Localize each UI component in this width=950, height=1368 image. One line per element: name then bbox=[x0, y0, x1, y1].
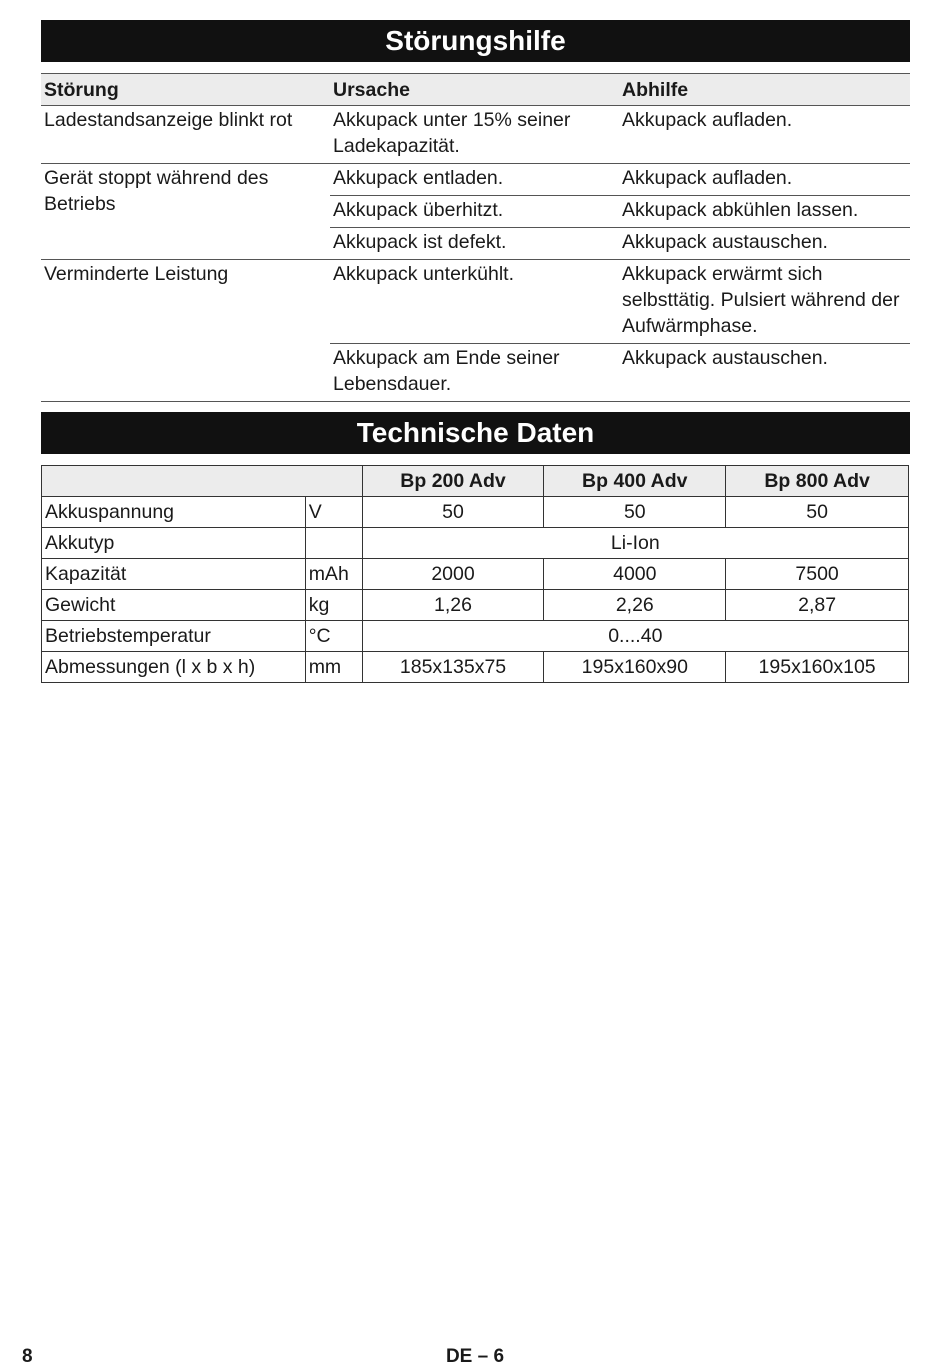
spec-value: 4000 bbox=[544, 559, 726, 590]
remedy-cell: Akkupack aufladen. bbox=[619, 164, 910, 196]
table-row bbox=[41, 106, 910, 164]
table-row bbox=[42, 590, 909, 621]
spec-value: 2,87 bbox=[726, 590, 909, 621]
spec-unit: °C bbox=[305, 621, 362, 652]
spec-value: 50 bbox=[362, 497, 544, 528]
fault-cell: Gerät stoppt während des Betriebs bbox=[41, 164, 330, 260]
cause-cell: Akkupack am Ende seiner Lebensdauer. bbox=[330, 344, 619, 402]
cause-cell: Akkupack entladen. bbox=[330, 164, 619, 196]
page-number: 8 bbox=[22, 1346, 33, 1367]
table-header-row bbox=[42, 466, 909, 497]
section-title-troubleshooting: Störungshilfe bbox=[41, 20, 910, 62]
remedy-cell: Akkupack austauschen. bbox=[619, 228, 910, 260]
cause-cell: Akkupack überhitzt. bbox=[330, 196, 619, 228]
spec-value: 195x160x105 bbox=[726, 652, 909, 683]
spec-unit: mm bbox=[305, 652, 362, 683]
language-page-label: DE – 6 bbox=[445, 1346, 505, 1367]
model-header-bp800: Bp 800 Adv bbox=[726, 466, 909, 497]
column-header-cause: Ursache bbox=[330, 74, 619, 106]
remedy-cell: Akkupack abkühlen lassen. bbox=[619, 196, 910, 228]
spec-unit: mAh bbox=[305, 559, 362, 590]
spec-label: Akkutyp bbox=[42, 528, 306, 559]
table-row bbox=[42, 497, 909, 528]
spec-value-shared: 0....40 bbox=[362, 621, 908, 652]
cause-cell: Akkupack ist defekt. bbox=[330, 228, 619, 260]
spec-label: Abmessungen (l x b x h) bbox=[42, 652, 306, 683]
column-header-remedy: Abhilfe bbox=[619, 74, 910, 106]
troubleshooting-table bbox=[41, 73, 910, 402]
cause-cell: Akkupack unterkühlt. bbox=[330, 260, 619, 344]
spec-value: 50 bbox=[726, 497, 909, 528]
table-row bbox=[42, 652, 909, 683]
table-header-row bbox=[41, 74, 910, 106]
spec-label: Betriebstemperatur bbox=[42, 621, 306, 652]
header-blank-cell bbox=[42, 466, 363, 497]
spec-unit bbox=[305, 528, 362, 559]
table-row bbox=[42, 528, 909, 559]
spec-value: 2,26 bbox=[544, 590, 726, 621]
spec-unit: kg bbox=[305, 590, 362, 621]
technical-data-table bbox=[41, 465, 909, 683]
fault-cell: Verminderte Leistung bbox=[41, 260, 330, 402]
column-header-fault: Störung bbox=[41, 74, 330, 106]
cause-cell: Akkupack unter 15% seiner Ladekapazität. bbox=[330, 106, 619, 164]
spec-value-shared: Li-Ion bbox=[362, 528, 908, 559]
fault-cell: Ladestandsanzeige blinkt rot bbox=[41, 106, 330, 164]
spec-value: 50 bbox=[544, 497, 726, 528]
table-row bbox=[42, 559, 909, 590]
spec-value: 1,26 bbox=[362, 590, 544, 621]
table-row bbox=[42, 621, 909, 652]
spec-label: Gewicht bbox=[42, 590, 306, 621]
spec-value: 2000 bbox=[362, 559, 544, 590]
table-row bbox=[41, 164, 910, 196]
remedy-cell: Akkupack aufladen. bbox=[619, 106, 910, 164]
spec-value: 185x135x75 bbox=[362, 652, 544, 683]
remedy-cell: Akkupack erwärmt sich selbsttätig. Pulsiert während der Aufwärmphase. bbox=[619, 260, 910, 344]
spec-value: 7500 bbox=[726, 559, 909, 590]
model-header-bp200: Bp 200 Adv bbox=[362, 466, 544, 497]
spec-unit: V bbox=[305, 497, 362, 528]
spec-label: Akkuspannung bbox=[42, 497, 306, 528]
remedy-cell: Akkupack austauschen. bbox=[619, 344, 910, 402]
model-header-bp400: Bp 400 Adv bbox=[544, 466, 726, 497]
spec-label: Kapazität bbox=[42, 559, 306, 590]
table-row bbox=[41, 260, 910, 344]
section-title-technical-data: Technische Daten bbox=[41, 412, 910, 454]
spec-value: 195x160x90 bbox=[544, 652, 726, 683]
